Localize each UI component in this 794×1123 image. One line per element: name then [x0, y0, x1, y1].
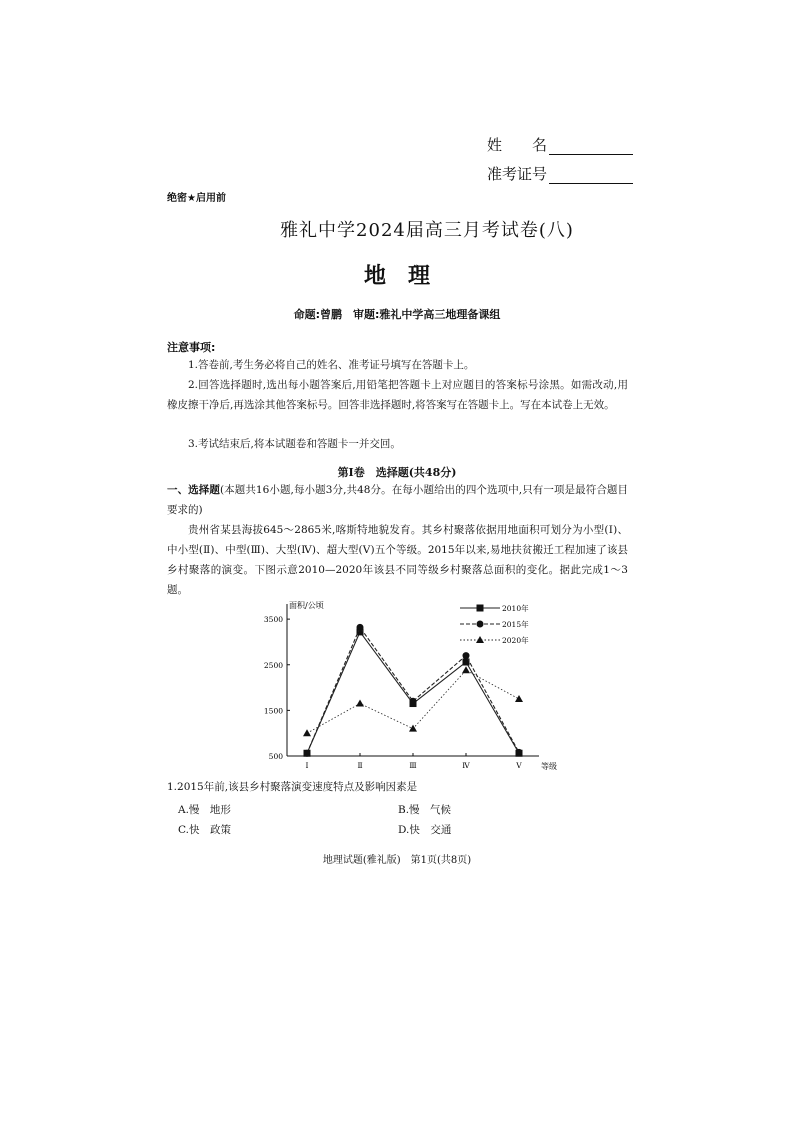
id-label: 准考证号	[487, 165, 548, 183]
series-line-2010年	[307, 632, 519, 753]
section-heading: 第Ⅰ卷 选择题(共48分)	[337, 466, 457, 479]
y-tick-label: 3500	[263, 615, 283, 625]
y-tick-label: 1500	[263, 706, 283, 716]
data-point-2020年-Ⅴ	[515, 695, 523, 702]
x-tick-label: Ⅴ	[516, 761, 522, 770]
legend-marker-2010年	[477, 605, 484, 612]
author-line: 命题:曾鹏 审题:雅礼中学高三地理备课组	[293, 308, 501, 321]
series-line-2015年	[307, 627, 519, 753]
notice-item-3: 3.考试结束后,将本试题卷和答题卡一并交回。	[188, 438, 401, 450]
legend-label-2010年: 2010年	[502, 604, 529, 613]
x-tick-label: Ⅲ	[409, 761, 417, 770]
y-axis-label: 面积/公顷	[289, 601, 324, 610]
section-intro-bold: 一、选择题	[167, 484, 220, 496]
data-point-2015年-Ⅱ	[357, 624, 364, 631]
line-chart	[255, 598, 555, 778]
chart-legend	[460, 603, 529, 645]
name-field	[487, 134, 633, 155]
legend-label-2020年: 2020年	[502, 636, 529, 645]
question-1-option-d[interactable]: D.快 交通	[398, 824, 452, 836]
data-point-2015年-Ⅲ	[410, 698, 417, 705]
data-point-2020年-Ⅱ	[356, 700, 364, 707]
x-axis-label: 等级	[541, 762, 557, 771]
id-field	[487, 163, 633, 184]
name-label: 姓 名	[487, 136, 548, 154]
exam-title: 雅礼中学2024届高三月考试卷(八)	[280, 220, 574, 241]
data-point-2015年-Ⅳ	[463, 652, 470, 659]
question-1-option-a[interactable]: A.慢 地形	[178, 804, 231, 816]
legend-marker-2015年	[477, 621, 484, 628]
passage: 贵州省某县海拔645～2865米,喀斯特地貌发育。其乡村聚落依据用地面积可划分为小型(Ⅰ)、中小型(Ⅱ)、中型(Ⅲ)、大型(Ⅳ)、超大型(Ⅴ)五个等级。2015年以来,易地扶贫搬迁工程加速了该县乡村聚落的演变。下图示意2010—2020年该县不同等级乡村聚落总面积的变化。据此完成1～3题。	[167, 524, 628, 596]
data-point-2015年-Ⅰ	[304, 750, 311, 757]
question-1-stem: 1.2015年前,该县乡村聚落演变速度特点及影响因素是	[167, 781, 418, 793]
y-tick-label: 500	[268, 752, 283, 761]
x-tick-label: Ⅳ	[462, 761, 470, 770]
x-tick-label: Ⅰ	[305, 761, 309, 770]
data-point-2020年-Ⅰ	[303, 729, 311, 736]
question-1-option-b[interactable]: B.慢 气候	[398, 804, 452, 816]
y-tick-label: 2500	[263, 660, 283, 670]
subject-title: 地理	[363, 264, 452, 289]
notice-item-1: 1.答卷前,考生务必将自己的姓名、准考证号填写在答题卡上。	[188, 359, 475, 371]
question-1-option-c[interactable]: C.快 政策	[178, 824, 231, 836]
legend-label-2015年: 2015年	[502, 620, 529, 629]
section-intro-rest: (本题共16小题,每小题3分,共48分。在每小题给出的四个选项中,只有一项是最符合题目要求的)	[167, 484, 629, 516]
chart-series	[303, 624, 523, 757]
notice-title: 注意事项:	[167, 341, 216, 354]
section-intro	[167, 480, 628, 520]
id-underline	[549, 168, 633, 184]
data-point-2015年-Ⅴ	[516, 749, 523, 756]
notice-item-2: 2.回答选择题时,选出每小题答案后,用铅笔把答题卡上对应题目的答案标号涂黑。如需改动,用橡皮擦干净后,再选涂其他答案标号。回答非选择题时,将答案写在答题卡上。写在本试卷上无效。	[167, 379, 628, 411]
legend-marker-2020年	[476, 636, 484, 643]
page-footer: 地理试题(雅礼版) 第1页(共8页)	[322, 855, 472, 866]
secret-label: 绝密★启用前	[167, 193, 226, 204]
name-underline	[549, 139, 633, 155]
x-tick-label: Ⅱ	[357, 761, 363, 770]
